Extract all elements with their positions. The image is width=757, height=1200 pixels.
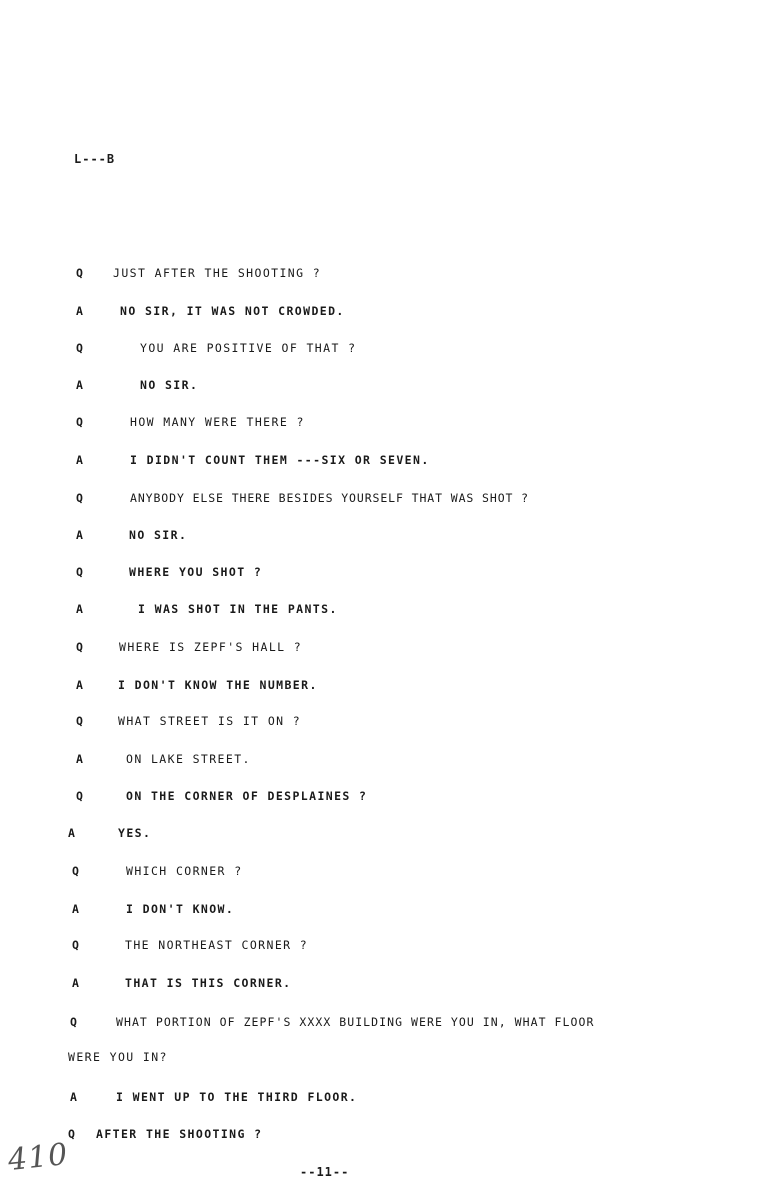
line-text: NO SIR. <box>129 528 188 542</box>
line-text: WHAT STREET IS IT ON ? <box>118 714 302 728</box>
speaker-label: A <box>76 678 85 692</box>
line-text: I WAS SHOT IN THE PANTS. <box>138 602 338 616</box>
speaker-label: A <box>76 304 85 318</box>
speaker-label: Q <box>76 415 85 429</box>
speaker-label: Q <box>76 789 85 803</box>
line-text: WHERE IS ZEPF'S HALL ? <box>119 640 303 654</box>
line-text: THE NORTHEAST CORNER ? <box>125 938 309 952</box>
speaker-label: Q <box>76 341 85 355</box>
speaker-label: A <box>70 1090 79 1104</box>
speaker-label: Q <box>72 938 81 952</box>
speaker-label: Q <box>70 1015 79 1029</box>
line-text: AFTER THE SHOOTING ? <box>96 1127 263 1141</box>
line-text: ON THE CORNER OF DESPLAINES ? <box>126 789 368 803</box>
speaker-label: A <box>72 902 81 916</box>
line-text: WHAT PORTION OF ZEPF'S XXXX BUILDING WERE YOU IN, WHAT FLOOR <box>116 1015 595 1029</box>
speaker-label: Q <box>76 266 85 280</box>
speaker-label: Q <box>68 1127 77 1141</box>
line-text: NO SIR. <box>140 378 199 392</box>
line-text: I WENT UP TO THE THIRD FLOOR. <box>116 1090 358 1104</box>
line-text: ON LAKE STREET. <box>126 752 251 766</box>
speaker-label: A <box>68 826 77 840</box>
speaker-label: A <box>76 378 85 392</box>
line-text: JUST AFTER THE SHOOTING ? <box>113 266 322 280</box>
speaker-label: A <box>72 976 81 990</box>
line-text: ANYBODY ELSE THERE BESIDES YOURSELF THAT WAS SHOT ? <box>130 491 530 505</box>
line-text: WHICH CORNER ? <box>126 864 243 878</box>
line-text: I DIDN'T COUNT THEM ---SIX OR SEVEN. <box>130 453 430 467</box>
page-header: L---B <box>74 152 116 166</box>
speaker-label: Q <box>76 565 85 579</box>
line-text: I DON'T KNOW THE NUMBER. <box>118 678 318 692</box>
speaker-label: A <box>76 752 85 766</box>
speaker-label: Q <box>76 714 85 728</box>
line-text: NO SIR, IT WAS NOT CROWDED. <box>120 304 345 318</box>
line-text: WERE YOU IN? <box>68 1050 168 1064</box>
speaker-label: Q <box>76 640 85 654</box>
line-text: I DON'T KNOW. <box>126 902 235 916</box>
line-text: YOU ARE POSITIVE OF THAT ? <box>140 341 357 355</box>
line-text: THAT IS THIS CORNER. <box>125 976 292 990</box>
speaker-label: A <box>76 453 85 467</box>
handwritten-page-number: 410 <box>6 1136 70 1179</box>
speaker-label: Q <box>76 491 85 505</box>
line-text: YES. <box>118 826 152 840</box>
line-text: HOW MANY WERE THERE ? <box>130 415 305 429</box>
speaker-label: A <box>76 528 85 542</box>
line-text: WHERE YOU SHOT ? <box>129 565 263 579</box>
speaker-label: A <box>76 602 85 616</box>
page-number: --11-- <box>300 1165 350 1179</box>
speaker-label: Q <box>72 864 81 878</box>
